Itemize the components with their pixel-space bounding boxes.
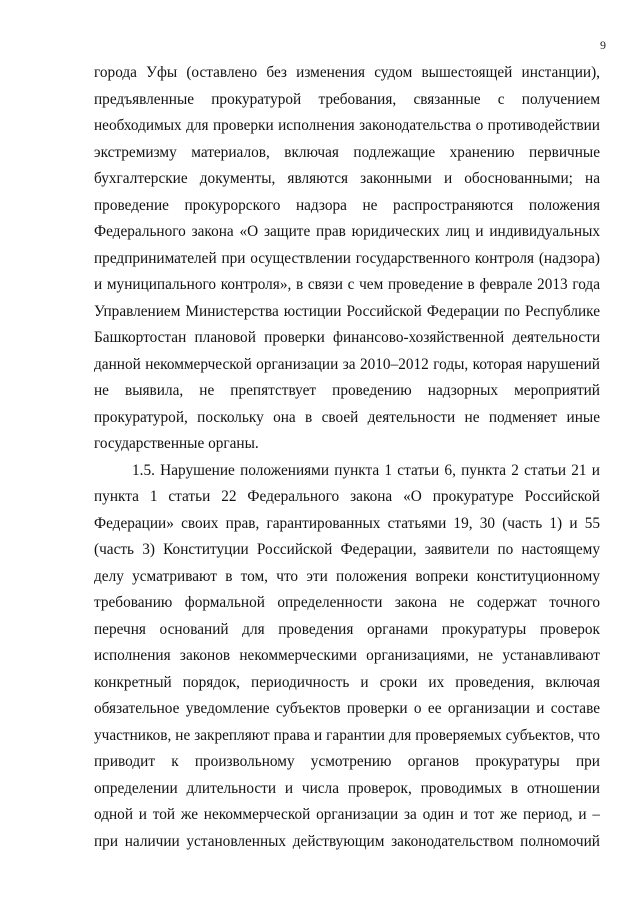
- text-line: одной и той же некоммерческой организации за один и тот же период, и –: [94, 806, 600, 823]
- text-line: Башкортостан плановой проверки финансово-хозяйственной деятельности: [94, 329, 600, 346]
- text-line: (часть 3) Конституции Российской Федерации, заявители по настоящему: [94, 541, 600, 558]
- text-line: делу усматривают в том, что эти положения вопреки конституционному: [94, 567, 600, 585]
- text-line: данной некоммерческой организации за 2010–2012 годы, которая нарушений: [94, 355, 600, 373]
- text-line: Управлением Министерства юстиции Российской Федерации по Республике: [94, 302, 600, 320]
- text-line: обязательное уведомление субъектов проверки о ее организации и составе: [94, 700, 600, 717]
- text-line: перечня оснований для проведения органами прокуратуры проверок: [94, 620, 600, 638]
- text-line: не выявила, не препятствует проведению надзорных мероприятий: [94, 382, 600, 399]
- page-number: 9: [600, 38, 606, 52]
- text-line: бухгалтерские документы, являются законными и обоснованными; на: [94, 170, 600, 187]
- text-line: при наличии установленных действующим законодательством полномочий: [94, 832, 600, 850]
- text-line: приводит к произвольному усмотрению органов прокуратуры при: [94, 753, 600, 770]
- text-line: проведение прокурорского надзора не распространяются положения: [94, 196, 600, 214]
- text-line: определении длительности и числа проверок, проводимых в отношении: [94, 779, 600, 797]
- text-line: предпринимателей при осуществлении государственного контроля (надзора): [94, 249, 600, 267]
- text-line: государственные органы.: [94, 435, 259, 452]
- text-line: требованию формальной определенности закона не содержат точного: [94, 594, 600, 611]
- text-line: необходимых для проверки исполнения законодательства о противодействии: [94, 117, 600, 134]
- text-line: Федерального закона «О защите прав юридических лиц и индивидуальных: [94, 223, 600, 240]
- text-line: предъявленные прокуратурой требования, связанные с получением: [94, 90, 600, 108]
- text-line: конкретный порядок, периодичность и сроки их проведения, включая: [94, 673, 600, 691]
- text-line: экстремизму материалов, включая подлежащие хранению первичные: [94, 143, 600, 161]
- text-line: исполнения законов некоммерческими организациями, не устанавливают: [94, 647, 600, 664]
- text-line: и муниципального контроля», в связи с чем проведение в феврале 2013 года: [94, 276, 600, 293]
- text-line: участников, не закрепляют права и гарантии для проверяемых субъектов, что: [94, 726, 600, 744]
- text-line: города Уфы (оставлено без изменения судом вышестоящей инстанции),: [94, 64, 600, 81]
- text-line: пункта 1 статьи 22 Федерального закона «О прокуратуре Российской: [94, 488, 600, 505]
- text-line: 1.5. Нарушение положениями пункта 1 статьи 6, пункта 2 статьи 21 и: [132, 461, 600, 479]
- text-line: Федерации» своих прав, гарантированных статьями 19, 30 (часть 1) и 55: [94, 514, 600, 532]
- document-body-text: [94, 60, 600, 855]
- text-line: прокуратурой, поскольку она в своей деятельности не подменяет иные: [94, 408, 600, 426]
